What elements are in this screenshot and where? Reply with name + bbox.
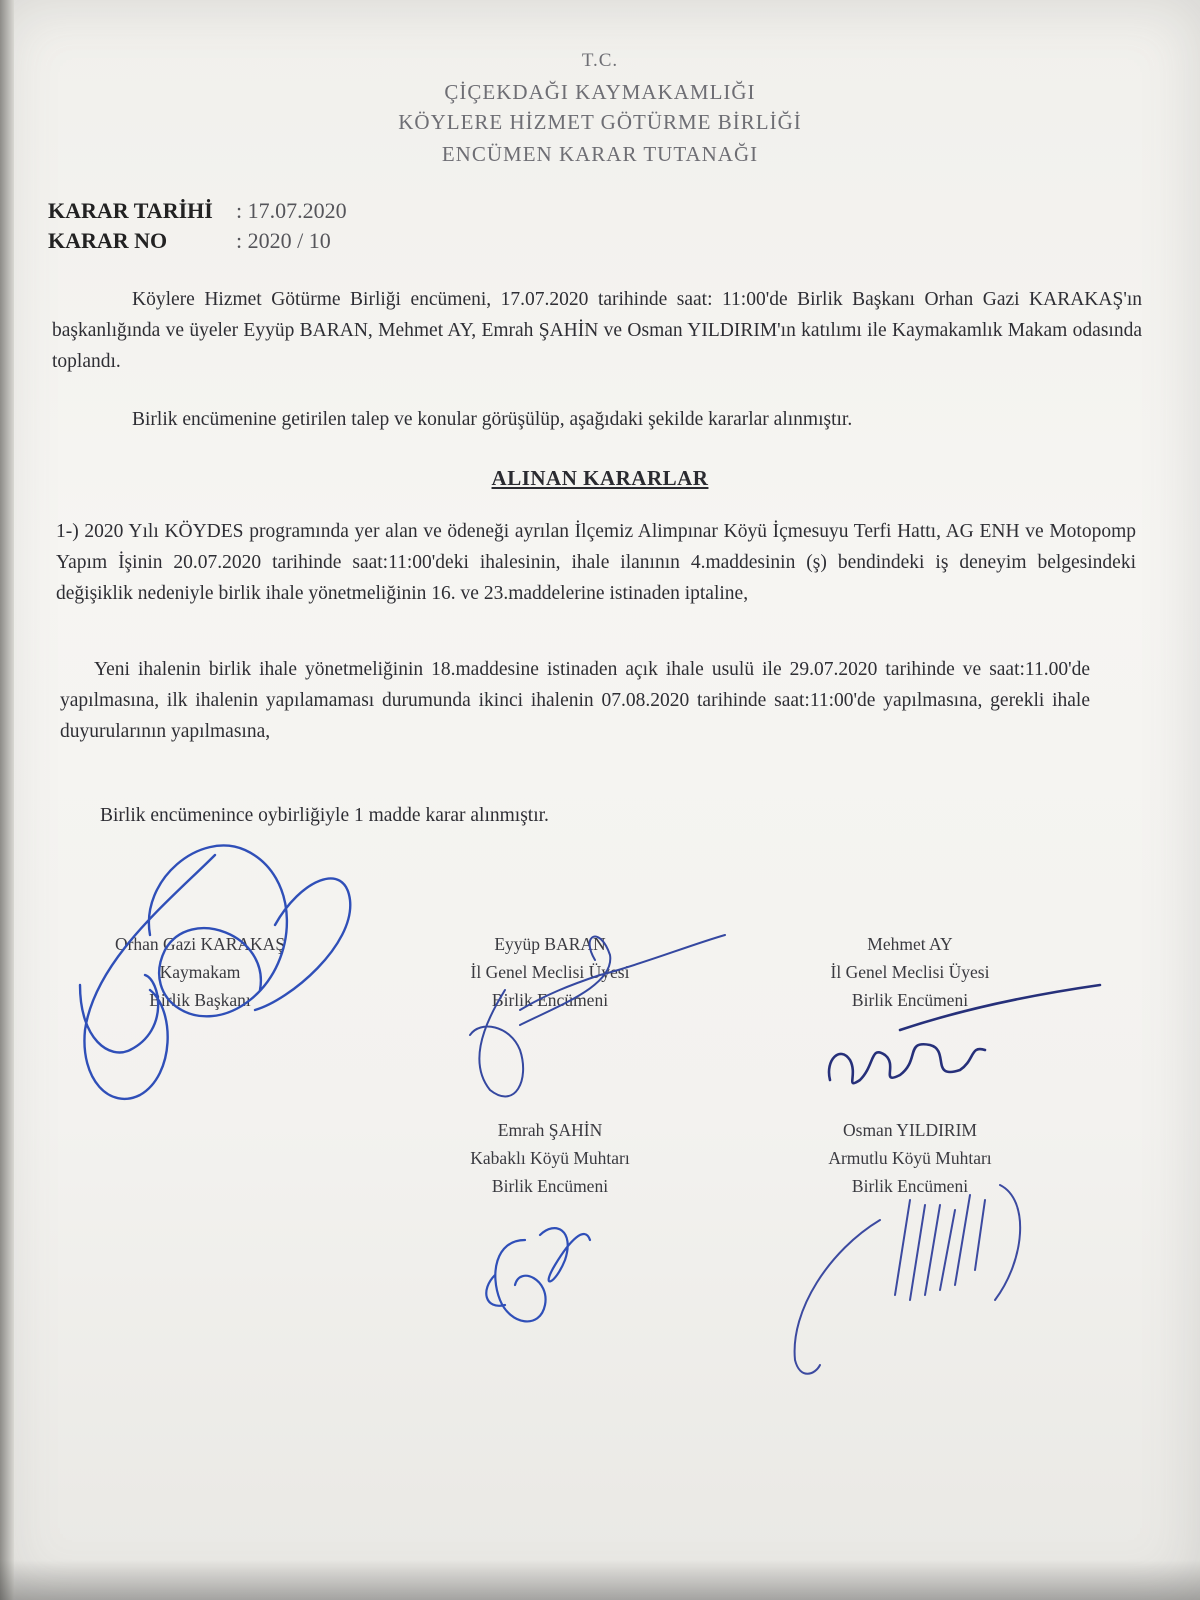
decision-item-1: 1-) 2020 Yılı KÖYDES programında yer alan ve ödeneği ayrılan İlçemiz Alimpınar Köyü İçmesuyu Terfi Hattı, AG ENH ve Motopomp Yapım İşinin 20.07.2020 tarihinde saat:11:00'deki ihalesinin, ihale ilanının 4.maddesinin (ş) bendindeki iş deneyim belgesindeki değişiklik nedeniyle birlik ihale yönetmeliğinin 16. ve 23.maddelerine istinaden iptaline, bbox=[56, 521, 1136, 604]
signatory-role: Birlik Encümeni bbox=[851, 1176, 969, 1196]
meeting-paragraph: Köylere Hizmet Götürme Birliği encümeni, 17.07.2020 tarihinde saat: 11:00'de Birlik Başkanı Orhan Gazi KARAKAŞ'ın başkanlığında ve üyeler Eyyüp BARAN, Mehmet AY, Emrah ŞAHİN ve Osman YILDIRIM'ın katılımı ile Kaymakamlık Makam odasında toplandı. bbox=[52, 289, 1142, 372]
page-edge-shadow bbox=[0, 0, 14, 1600]
header-document-type: ENCÜMEN KARAR TUTANAĞI bbox=[441, 142, 759, 166]
signature-block-chairman bbox=[50, 930, 350, 1014]
header-union: KÖYLERE HİZMET GÖTÜRME BİRLİĞİ bbox=[398, 110, 802, 134]
signature-block-member bbox=[760, 1116, 1060, 1200]
agenda-paragraph: Birlik encümenine getirilen talep ve konular görüşülüp, aşağıdaki şekilde kararlar alınmıştır. bbox=[132, 409, 853, 430]
decision-date-row bbox=[48, 198, 347, 224]
signatory-name: Mehmet AY bbox=[867, 934, 953, 954]
page-bottom-shadow bbox=[0, 1560, 1200, 1600]
decision-number-value: : 2020 / 10 bbox=[236, 228, 331, 253]
decision-number-row bbox=[48, 228, 331, 254]
signature-block-member bbox=[400, 1116, 700, 1200]
signatory-title: Kabaklı Köyü Muhtarı bbox=[470, 1148, 630, 1168]
signature-block-member bbox=[400, 930, 700, 1014]
header-country: T.C. bbox=[581, 50, 619, 71]
decision-number-label: KARAR NO bbox=[48, 228, 168, 253]
signatory-role: Birlik Başkanı bbox=[149, 990, 251, 1010]
signatory-role: Birlik Encümeni bbox=[491, 990, 609, 1010]
signature-yildirim-ink bbox=[795, 1185, 1021, 1374]
signature-block-member bbox=[760, 930, 1060, 1014]
signatory-name: Emrah ŞAHİN bbox=[497, 1120, 603, 1140]
signature-sahin-ink bbox=[486, 1228, 590, 1321]
decision-date-value: : 17.07.2020 bbox=[236, 198, 347, 223]
signatory-name: Orhan Gazi KARAKAŞ bbox=[114, 934, 286, 954]
header-governorship: ÇİÇEKDAĞI KAYMAKAMLIĞI bbox=[444, 80, 756, 104]
signatory-title: İl Genel Meclisi Üyesi bbox=[830, 962, 990, 982]
signatory-name: Eyyüp BARAN bbox=[494, 934, 606, 954]
decisions-title: ALINAN KARARLAR bbox=[491, 466, 709, 490]
decision-date-label: KARAR TARİHİ bbox=[48, 198, 213, 223]
signatory-title: İl Genel Meclisi Üyesi bbox=[470, 962, 630, 982]
signatory-name: Osman YILDIRIM bbox=[843, 1120, 977, 1140]
closing-statement: Birlik encümenince oybirliğiyle 1 madde karar alınmıştır. bbox=[100, 805, 549, 826]
signatory-title: Armutlu Köyü Muhtarı bbox=[828, 1148, 992, 1168]
decision-item-1-continuation: Yeni ihalenin birlik ihale yönetmeliğinin 18.maddesine istinaden açık ihale usulü ile 29.07.2020 tarihinde ve saat:11.00'de yapılmasına, ilk ihalenin yapılamaması durumunda ikinci ihalenin 07.08.2020 tarihinde saat:11:00'de yapılmasına, gerekli ihale duyurularının yapılmasına, bbox=[60, 659, 1090, 742]
signatory-role: Birlik Encümeni bbox=[851, 990, 969, 1010]
signatory-role: Birlik Encümeni bbox=[491, 1176, 609, 1196]
signatory-title: Kaymakam bbox=[159, 962, 241, 982]
